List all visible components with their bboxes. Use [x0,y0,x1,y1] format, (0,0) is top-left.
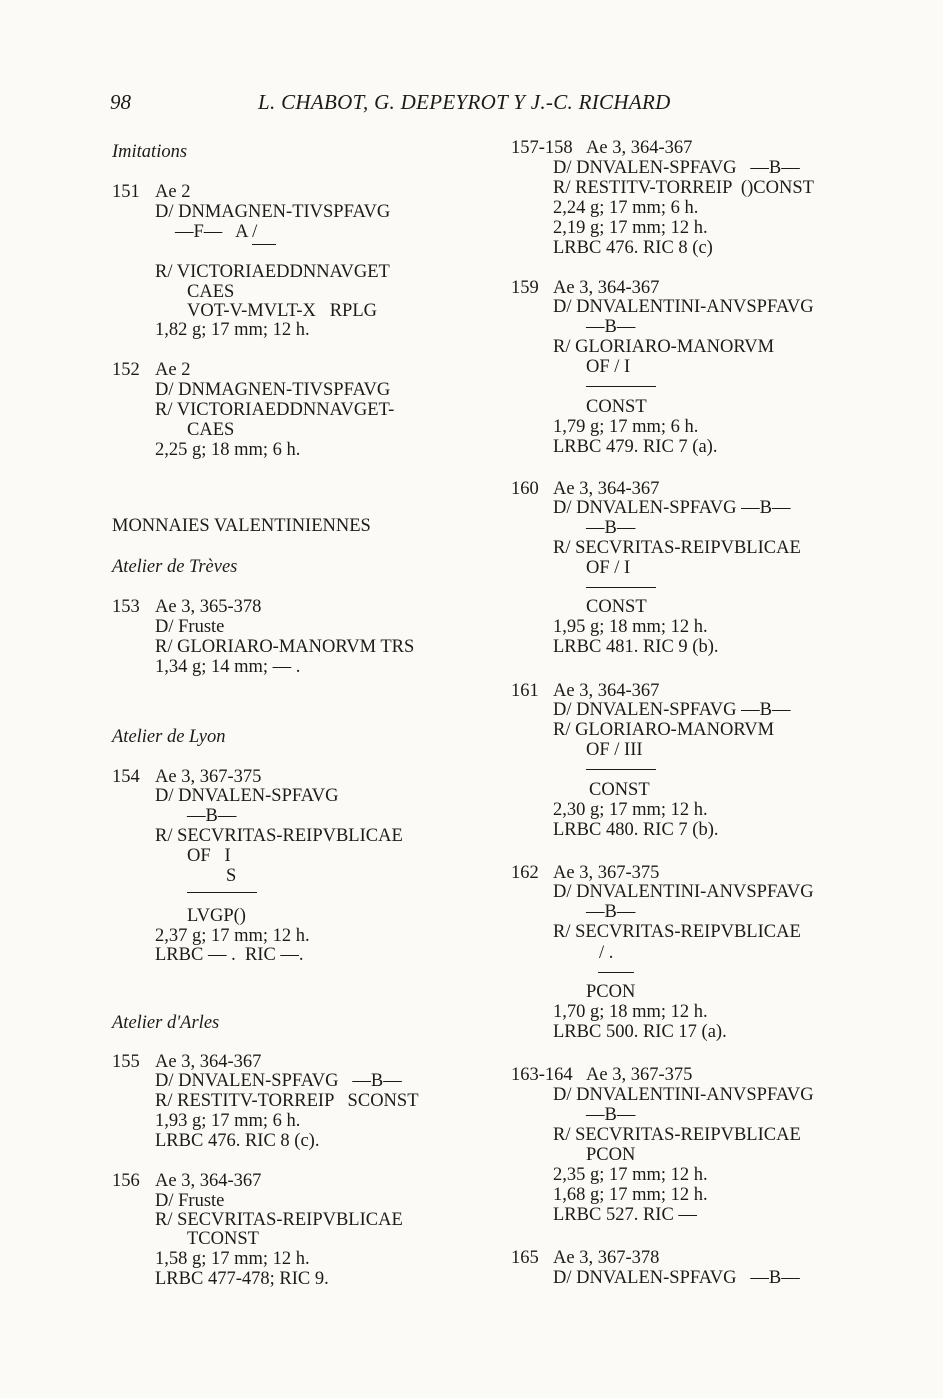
entry-line: 1,79 g; 17 mm; 6 h. [553,417,699,437]
section-title: MONNAIES VALENTINIENNES [112,516,371,536]
exergue-rule [187,892,257,893]
entry-line: D/ DNVALENTINI-ANVSPFAVG [553,1085,814,1105]
page-number: 98 [110,90,131,114]
entry-line: Ae 3, 364-367 [553,681,660,701]
entry-line: D/ DNVALEN-SPFAVG —B— [553,158,800,178]
entry-line: D/ Fruste [155,1191,225,1211]
entry-line: Ae 3, 367-375 [553,863,660,883]
entry-line: LRBC 477-478; RIC 9. [155,1269,329,1289]
entry-number: 161 [511,681,539,701]
entry-line: R/ VICTORIAEDDNNAVGET- [155,400,395,420]
entry-line: D/ DNVALEN-SPFAVG —B— [553,1268,800,1288]
entry-line: CONST [586,397,647,417]
entry-number: 162 [511,863,539,883]
entry-line: LRBC 481. RIC 9 (b). [553,637,719,657]
imitations-heading: Imitations [112,142,188,162]
exergue-rule [586,769,656,770]
exergue-rule [586,587,656,588]
entry-line: 1,68 g; 17 mm; 12 h. [553,1185,708,1205]
entry-line: 1,70 g; 18 mm; 12 h. [553,1002,708,1022]
entry-line: LRBC 500. RIC 17 (a). [553,1022,727,1042]
exergue-rule [586,386,656,387]
entry-line: Ae 3, 364-367 [155,1052,262,1072]
entry-line: PCON [586,1145,636,1165]
entry-line: —F— A / [175,222,258,242]
entry-number: 160 [511,479,539,499]
entry-line: LRBC 480. RIC 7 (b). [553,820,719,840]
entry-line: CAES [187,282,235,302]
entry-line: D/ DNVALEN-SPFAVG —B— [155,1071,402,1091]
entry-line: LRBC — . RIC —. [155,945,304,965]
exergue-rule [252,244,276,245]
entry-line: CONST [586,597,647,617]
entry-line: OF / III [586,740,643,760]
entry-line: Ae 2 [155,182,191,202]
entry-line: CAES [187,420,235,440]
entry-line: 2,37 g; 17 mm; 12 h. [155,926,310,946]
entry-line: 1,95 g; 18 mm; 12 h. [553,617,708,637]
entry-line: D/ Fruste [155,617,225,637]
entry-number: 151 [112,182,140,202]
entry-line: Ae 3, 364-367 [155,1171,262,1191]
entry-number: 156 [112,1171,140,1191]
entry-line: OF I [187,846,231,866]
entry-line: —B— [586,317,636,337]
entry-number: 153 [112,597,140,617]
workshop-heading: Atelier de Lyon [112,727,226,747]
entry-line: CONST [589,780,650,800]
entry-number: 157-158 [511,138,573,158]
entry-line: R/ SECVRITAS-REIPVBLICAE [553,1125,801,1145]
entry-line: / . [599,943,614,963]
workshop-heading: Atelier d'Arles [112,1013,220,1033]
entry-line: D/ DNVALENTINI-ANVSPFAVG [553,297,814,317]
entry-number: 152 [112,360,140,380]
entry-line: LRBC 527. RIC — [553,1205,697,1225]
entry-line: R/ SECVRITAS-REIPVBLICAE [155,826,403,846]
entry-line: LRBC 479. RIC 7 (a). [553,437,718,457]
entry-line: 2,35 g; 17 mm; 12 h. [553,1165,708,1185]
entry-line: R/ SECVRITAS-REIPVBLICAE [155,1210,403,1230]
entry-number: 159 [511,278,539,298]
entry-line: 2,24 g; 17 mm; 6 h. [553,198,699,218]
entry-number: 163-164 [511,1065,573,1085]
entry-line: 1,58 g; 17 mm; 12 h. [155,1249,310,1269]
entry-number: 165 [511,1248,539,1268]
entry-line: R/ GLORIARO-MANORVM [553,720,775,740]
entry-line: —B— [586,1105,636,1125]
entry-line: LVGP() [187,906,246,926]
entry-line: TCONST [187,1229,259,1249]
entry-line: —B— [187,806,237,826]
entry-line: R/ GLORIARO-MANORVM TRS [155,637,415,657]
entry-line: LRBC 476. RIC 8 (c) [553,238,713,258]
entry-line: D/ DNVALEN-SPFAVG [155,786,339,806]
entry-line: OF / I [586,357,631,377]
entry-line: D/ DNVALEN-SPFAVG —B— [553,498,791,518]
entry-line: Ae 3, 367-375 [586,1065,693,1085]
entry-line: 2,19 g; 17 mm; 12 h. [553,218,708,238]
entry-line: R/ SECVRITAS-REIPVBLICAE [553,922,801,942]
entry-number: 155 [112,1052,140,1072]
entry-line: R/ RESTITV-TORREIP SCONST [155,1091,419,1111]
entry-line: D/ DNMAGNEN-TIVSPFAVG [155,202,391,222]
entry-line: R/ GLORIARO-MANORVM [553,337,775,357]
entry-line: Ae 3, 364-367 [553,479,660,499]
entry-line: D/ DNMAGNEN-TIVSPFAVG [155,380,391,400]
entry-line: D/ DNVALEN-SPFAVG —B— [553,700,791,720]
entry-line: Ae 3, 367-378 [553,1248,660,1268]
entry-line: —B— [586,518,636,538]
entry-line: 1,34 g; 14 mm; — . [155,657,301,677]
entry-line: VOT-V-MVLT-X RPLG [187,301,378,321]
entry-line: Ae 3, 367-375 [155,767,262,787]
entry-number: 154 [112,767,140,787]
entry-line: R/ VICTORIAEDDNNAVGET [155,262,390,282]
entry-line: Ae 3, 364-367 [553,278,660,298]
entry-line: 2,25 g; 18 mm; 6 h. [155,440,301,460]
entry-line: 2,30 g; 17 mm; 12 h. [553,800,708,820]
entry-line: S [226,866,237,886]
entry-line: 1,82 g; 17 mm; 12 h. [155,320,310,340]
entry-line: PCON [586,982,636,1002]
entry-line: D/ DNVALENTINI-ANVSPFAVG [553,882,814,902]
entry-line: Ae 3, 364-367 [586,138,693,158]
workshop-heading: Atelier de Trèves [112,557,238,577]
running-title: L. CHABOT, G. DEPEYROT Y J.-C. RICHARD [258,90,671,114]
entry-line: 1,93 g; 17 mm; 6 h. [155,1111,301,1131]
entry-line: R/ RESTITV-TORREIP ()CONST [553,178,814,198]
entry-line: OF / I [586,558,631,578]
entry-line: Ae 2 [155,360,191,380]
entry-line: Ae 3, 365-378 [155,597,262,617]
entry-line: LRBC 476. RIC 8 (c). [155,1131,320,1151]
entry-line: R/ SECVRITAS-REIPVBLICAE [553,538,801,558]
entry-line: —B— [586,902,636,922]
exergue-rule [598,972,634,973]
